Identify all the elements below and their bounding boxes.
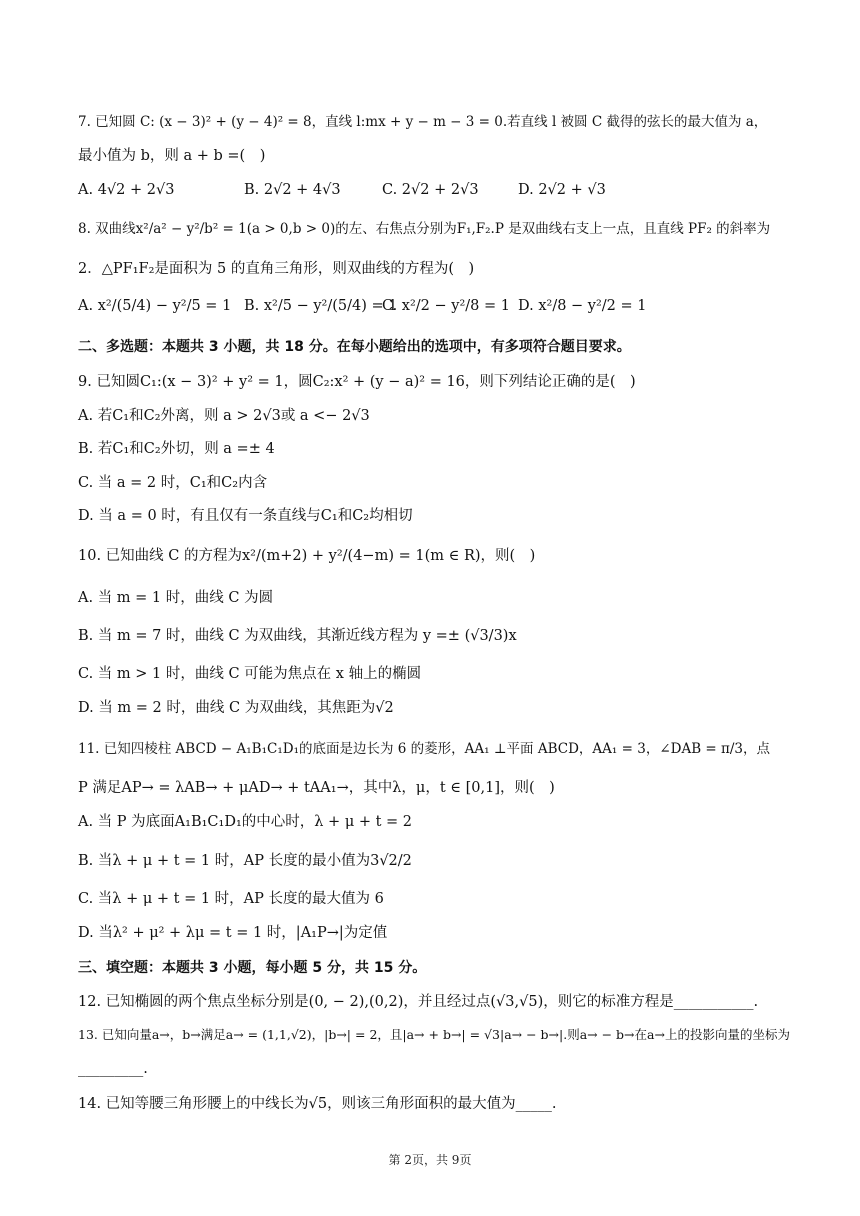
q7-stem-line1: 7. 已知圆 C: (x − 3)² + (y − 4)² = 8，直线 l:mx + y − m − 3 = 0.若直线 l 被圆 C 截得的弦长的最大值为 a， [78, 114, 768, 130]
q11-stem-line1: 11. 已知四棱柱 ABCD − A₁B₁C₁D₁的底面是边长为 6 的菱形，AA₁ ⊥平面 ABCD，AA₁ = 3，∠DAB = π/3，点 [78, 741, 771, 757]
q8-option-c: C. x²/2 − y²/8 = 1 [382, 298, 510, 314]
q11-option-b: B. 当λ + μ + t = 1 时，AP 长度的最小值为3√2/2 [78, 853, 412, 869]
q7-option-c: C. 2√2 + 2√3 [382, 182, 479, 198]
q10-stem: 10. 已知曲线 C 的方程为x²/(m+2) + y²/(4−m) = 1(m ∈ R)，则( ) [78, 548, 536, 564]
section-3-heading: 三、填空题：本题共 3 小题，每小题 5 分，共 15 分。 [78, 960, 427, 976]
q12-stem: 12. 已知椭圆的两个焦点坐标分别是(0, − 2),(0,2)，并且经过点(√3,√5)，则它的标准方程是___________. [78, 994, 759, 1010]
q8-option-d: D. x²/8 − y²/2 = 1 [518, 298, 647, 314]
q11-option-d: D. 当λ² + μ² + λμ = t = 1 时，|A₁P→|为定值 [78, 925, 388, 941]
q7-stem-line2: 最小值为 b，则 a + b =( ) [78, 148, 266, 164]
q13-stem-line1: 13. 已知向量a→，b→满足a→ = (1,1,√2)，|b→| = 2，且|a→ + b→| = √3|a→ − b→|.则a→ − b→在a→上的投影向量的坐标为 [78, 1027, 790, 1042]
q9-option-a: A. 若C₁和C₂外离，则 a > 2√3或 a <− 2√3 [78, 408, 370, 424]
q10-option-a: A. 当 m = 1 时，曲线 C 为圆 [78, 590, 274, 606]
q9-option-c: C. 当 a = 2 时，C₁和C₂内含 [78, 475, 268, 491]
q14-stem: 14. 已知等腰三角形腰上的中线长为√5，则该三角形面积的最大值为_____. [78, 1096, 557, 1112]
q13-stem-line2: _________. [78, 1061, 148, 1077]
q10-option-d: D. 当 m = 2 时，曲线 C 为双曲线，其焦距为√2 [78, 700, 394, 716]
page-footer: 第 2页，共 9页 [388, 1153, 472, 1167]
q11-stem-line2: P 满足AP→ = λAB→ + μAD→ + tAA₁→，其中λ，μ，t ∈ [0,1]，则( ) [78, 780, 555, 796]
q9-option-b: B. 若C₁和C₂外切，则 a =± 4 [78, 441, 275, 457]
q8-stem-line1: 8. 双曲线x²/a² − y²/b² = 1(a > 0,b > 0)的左、右焦点分别为F₁,F₂.P 是双曲线右支上一点，且直线 PF₂ 的斜率为 [78, 221, 771, 237]
section-2-heading: 二、多选题：本题共 3 小题，共 18 分。在每小题给出的选项中，有多项符合题目要求。 [78, 339, 631, 355]
q8-option-b: B. x²/5 − y²/(5/4) = 1 [244, 298, 398, 314]
q7-option-b: B. 2√2 + 4√3 [244, 182, 341, 198]
q9-option-d: D. 当 a = 0 时，有且仅有一条直线与C₁和C₂均相切 [78, 508, 413, 524]
q9-stem: 9. 已知圆C₁:(x − 3)² + y² = 1，圆C₂:x² + (y − a)² = 16，则下列结论正确的是( ) [78, 374, 636, 390]
q8-stem-line2: 2．△PF₁F₂是面积为 5 的直角三角形，则双曲线的方程为( ) [78, 261, 475, 277]
q7-option-d: D. 2√2 + √3 [518, 182, 606, 198]
q8-option-a: A. x²/(5/4) − y²/5 = 1 [78, 298, 232, 314]
q10-option-b: B. 当 m = 7 时，曲线 C 为双曲线，其渐近线方程为 y =± (√3/3)x [78, 628, 517, 644]
q10-option-c: C. 当 m > 1 时，曲线 C 可能为焦点在 x 轴上的椭圆 [78, 666, 422, 682]
q11-option-a: A. 当 P 为底面A₁B₁C₁D₁的中心时，λ + μ + t = 2 [78, 814, 413, 830]
q7-option-a: A. 4√2 + 2√3 [78, 182, 175, 198]
q11-option-c: C. 当λ + μ + t = 1 时，AP 长度的最大值为 6 [78, 891, 384, 907]
